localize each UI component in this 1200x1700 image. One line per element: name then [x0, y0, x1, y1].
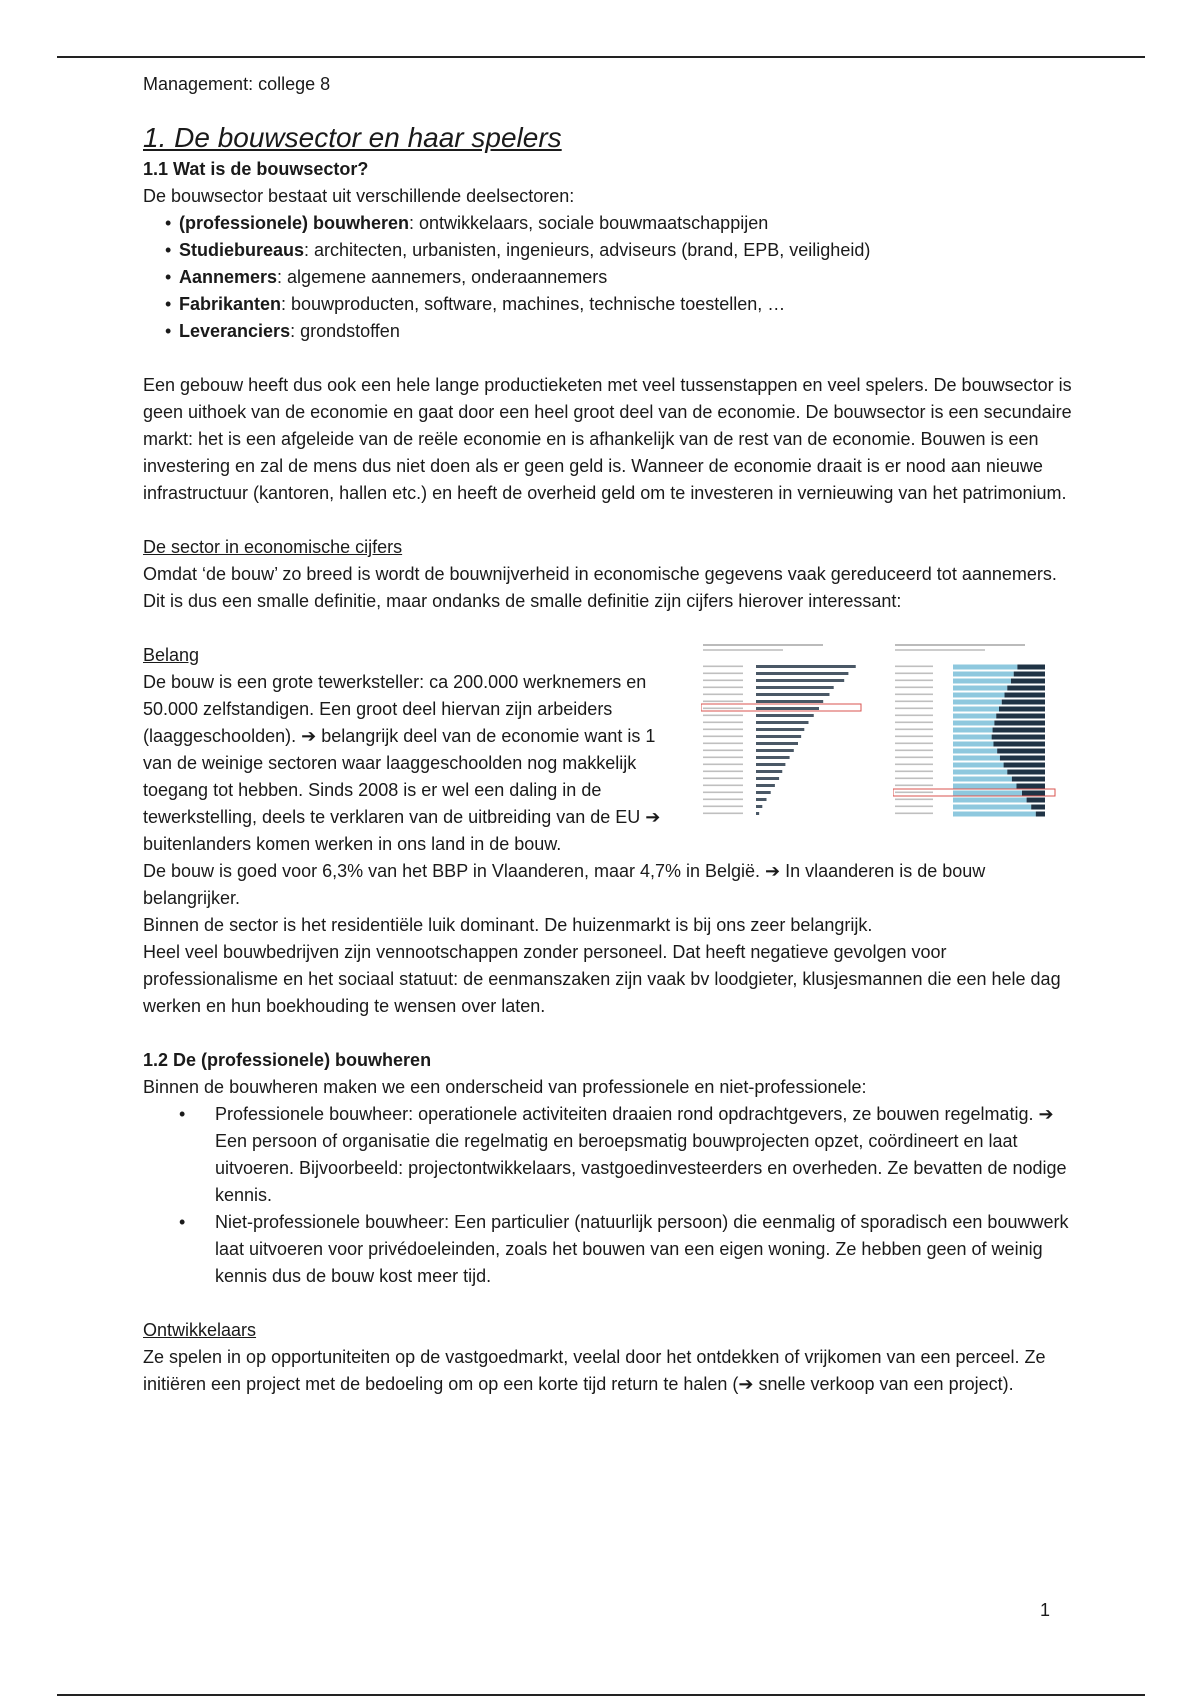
chart-bar	[756, 742, 798, 745]
chart-bar	[756, 707, 819, 710]
chart-bar-segment-dark	[1007, 770, 1045, 775]
chart-bar-segment-light	[953, 679, 1011, 684]
chart-bar	[756, 812, 759, 815]
chart-bar	[756, 798, 767, 801]
chart-row-label	[895, 680, 933, 682]
chart-row-label	[895, 743, 933, 745]
list-item: • Aannemers: algemene aannemers, onderaannemers	[165, 264, 1073, 291]
chart-bar	[756, 756, 790, 759]
chart-row-label	[703, 806, 743, 808]
chart-bar	[756, 686, 834, 689]
chart-row-label	[895, 687, 933, 689]
chart-bar	[756, 714, 814, 717]
section-intro: De bouwsector bestaat uit verschillende deelsectoren:	[143, 186, 575, 206]
chart-bar-segment-light	[953, 693, 1005, 698]
chart-bar-segment-dark	[1031, 805, 1045, 810]
chart-bar	[756, 791, 771, 794]
chart-row-label	[703, 694, 743, 696]
chart-bar-segment-dark	[1011, 679, 1045, 684]
employment-bar-chart-image	[701, 642, 873, 830]
chart-bar-segment-dark	[1022, 791, 1045, 796]
chart-row-label	[703, 799, 743, 801]
stacked-bar-chart-image	[893, 642, 1065, 830]
chart-bar-segment-light	[953, 686, 1007, 691]
developers-text: Ze spelen in op opportuniteiten op de vastgoedmarkt, veelal door het ontdekken of vrijkomen van een perceel. Ze initiëren een project met de bedoeling om op een korte tijd return te halen (➔ snelle verkoop van een project).	[143, 1347, 1046, 1394]
chart-bar-segment-light	[953, 784, 1016, 789]
chart-bar	[756, 784, 775, 787]
chart-row-label	[703, 764, 743, 766]
chart-bar-segment-dark	[999, 707, 1045, 712]
chart-bar-segment-dark	[1004, 763, 1045, 768]
list-item: • Fabrikanten: bouwproducten, software, machines, technische toestellen, …	[165, 291, 1073, 318]
chart-row-label	[703, 673, 743, 675]
page-number: 1	[1040, 1600, 1051, 1620]
chart-bar-segment-light	[953, 742, 993, 747]
list-item: • Studiebureaus: architecten, urbanisten, ingenieurs, adviseurs (brand, EPB, veiligheid)	[165, 237, 1073, 264]
chart-bar	[756, 721, 809, 724]
top-rule	[57, 56, 1145, 58]
chart-row-label	[703, 729, 743, 731]
chart-bar-segment-light	[953, 805, 1031, 810]
chart-row-label	[895, 666, 933, 668]
chart-row-label	[895, 785, 933, 787]
chart-row-label	[703, 792, 743, 794]
chart-row-label	[895, 792, 933, 794]
chart-bar	[756, 665, 856, 668]
chart-row-label	[895, 736, 933, 738]
chart-bar-segment-light	[953, 791, 1022, 796]
section-heading-1-2: 1.2 De (professionele) bouwheren	[143, 1050, 432, 1070]
chart-bar-segment-dark	[1017, 665, 1045, 670]
chart-row-label	[895, 799, 933, 801]
chart-bar	[756, 672, 848, 675]
section-intro: Binnen de bouwheren maken we een onderscheid van professionele en niet-professionele:	[143, 1077, 867, 1097]
list-item: • Professionele bouwheer: operationele activiteiten draaien rond opdrachtgevers, ze bouwen regelmatig. ➔ Een persoon of organisatie die regelmatig en beroepsmatig bouwprojecten opzet, coördineert en laat uitvoeren. Bijvoorbeeld: projectontwikkelaars, vastgoedinvesteerders en overheden. Ze bevatten de nodige kennis.	[215, 1101, 1073, 1209]
chart-row-label	[703, 680, 743, 682]
list-item: • Leveranciers: grondstoffen	[165, 318, 1073, 345]
chart-bar-segment-light	[953, 721, 994, 726]
chart-row-label	[895, 806, 933, 808]
chart-row-label	[703, 813, 743, 815]
belang-side-text: De bouw is een grote tewerksteller: ca 200.000 werknemers en 50.000 zelfstandigen. Een groot deel hiervan zijn arbeiders (laaggeschoolden). ➔ belangrijk deel van de economie want is 1 van de weinige sectoren waar laaggeschoolden nog makkelijk toegang tot hebben. Sinds 2008 is er wel een daling in de tewerkstelling, deels te verklaren van de uitbreiding van de EU ➔ buitenlanders komen werken in ons land in de bouw.	[143, 672, 661, 854]
chart-bar-segment-light	[953, 812, 1036, 817]
bottom-rule	[57, 1694, 1145, 1696]
chart-bar	[756, 763, 785, 766]
belang-heading: Belang	[143, 645, 200, 665]
chart-bar	[756, 777, 779, 780]
economic-figures-text: Omdat ‘de bouw’ zo breed is wordt de bouwnijverheid in economische gegevens vaak gereduceerd tot aannemers. Dit is dus een smalle definitie, maar ondanks de smalle definitie zijn cijfers hierover interessant:	[143, 564, 1057, 611]
chart-bar-segment-dark	[992, 735, 1045, 740]
section-heading-1-1: 1.1 Wat is de bouwsector?	[143, 159, 369, 179]
chart-bar	[756, 805, 762, 808]
chart-row-label	[895, 701, 933, 703]
gdp-paragraph: De bouw is goed voor 6,3% van het BBP in Vlaanderen, maar 4,7% in België. ➔ In vlaanderen is de bouw belangrijker.	[143, 861, 986, 908]
chart-row-label	[895, 813, 933, 815]
chart-row-label	[703, 771, 743, 773]
document-page	[143, 71, 1073, 1398]
chart-bar-segment-light	[953, 672, 1014, 677]
document-header: Management: college 8	[143, 74, 331, 94]
chart-row-label	[895, 673, 933, 675]
economic-figures-heading: De sector in economische cijfers	[143, 537, 403, 557]
chart-bar-segment-light	[953, 777, 1012, 782]
chart-bar	[756, 728, 804, 731]
chart-bar-segment-dark	[1000, 756, 1045, 761]
chart-bar-segment-dark	[994, 721, 1045, 726]
chart-row-label	[703, 722, 743, 724]
chart-bar-segment-dark	[997, 749, 1045, 754]
chart-bar-segment-dark	[1007, 686, 1045, 691]
chart-bar	[756, 749, 794, 752]
chart-bar	[756, 693, 830, 696]
chapter-title: 1. De bouwsector en haar spelers	[143, 122, 562, 153]
chart-row-label	[895, 750, 933, 752]
chart-row-label	[895, 757, 933, 759]
chart-row-label	[703, 701, 743, 703]
chart-bar-segment-light	[953, 707, 999, 712]
chart-bar-segment-light	[953, 770, 1007, 775]
chart-bar-segment-dark	[1002, 700, 1045, 705]
chart-row-label	[895, 722, 933, 724]
chart-row-label	[703, 757, 743, 759]
chart-row-label	[703, 736, 743, 738]
developers-heading: Ontwikkelaars	[143, 1320, 257, 1340]
chart-bar-segment-dark	[996, 714, 1045, 719]
chart-bar-segment-light	[953, 798, 1027, 803]
chart-bar	[756, 770, 782, 773]
chart-row-label	[703, 687, 743, 689]
companies-paragraph: Heel veel bouwbedrijven zijn vennootschappen zonder personeel. Dat heeft negatieve gevolgen voor professionalisme en het sociaal statuut: de eenmanszaken zijn vaak bv loodgieter, klusjesmannen die een hele dag werken en hun boekhouding te wensen over laten.	[143, 942, 1061, 1016]
chart-bar-segment-dark	[993, 728, 1045, 733]
client-type-list	[143, 1101, 1073, 1290]
chart-row-label	[895, 715, 933, 717]
list-item: • Niet-professionele bouwheer: Een particulier (natuurlijk persoon) die eenmalig of sporadisch een bouwwerk laat uitvoeren voor privédoeleinden, zoals het bouwen van een eigen woning. Ze hebben geen of weinig kennis dus de bouw kost meer tijd.	[215, 1209, 1073, 1290]
chart-bar	[756, 679, 844, 682]
chart-row-label	[703, 778, 743, 780]
belang-block	[143, 642, 1073, 858]
chart-row-label	[895, 729, 933, 731]
chart-bar-segment-light	[953, 700, 1002, 705]
chart-bar-segment-dark	[1012, 777, 1045, 782]
chart-row-label	[703, 785, 743, 787]
chart-bar-segment-dark	[1014, 672, 1045, 677]
chart-bar-segment-light	[953, 728, 993, 733]
chart-row-label	[895, 694, 933, 696]
chart-bar-segment-light	[953, 763, 1004, 768]
chart-bar-segment-dark	[1016, 784, 1045, 789]
chart-bar-segment-dark	[1036, 812, 1045, 817]
chart-bar-segment-light	[953, 749, 997, 754]
chart-bar-segment-dark	[1027, 798, 1045, 803]
chart-bar	[756, 700, 823, 703]
chart-row-label	[895, 764, 933, 766]
chart-row-label	[703, 743, 743, 745]
chart-bar-segment-light	[953, 735, 992, 740]
residential-paragraph: Binnen de sector is het residentiële luik dominant. De huizenmarkt is bij ons zeer belangrijk.	[143, 915, 873, 935]
chart-row-label	[895, 778, 933, 780]
production-chain-paragraph: Een gebouw heeft dus ook een hele lange productieketen met veel tussenstappen en veel spelers. De bouwsector is geen uithoek van de economie en gaat door een heel groot deel van de economie. De bouwsector is een secundaire markt: het is een afgeleide van de reële economie en is afhankelijk van de rest van de economie. Bouwen is een investering en zal de mens dus niet doen als er geen geld is. Wanneer de economie draait is er nood aan nieuwe infrastructuur (kantoren, hallen etc.) en heeft de overheid geld om te investeren in vernieuwing van het patrimonium.	[143, 375, 1072, 503]
chart-bar	[756, 735, 801, 738]
chart-row-label	[895, 771, 933, 773]
chart-bar-segment-dark	[1005, 693, 1045, 698]
subsector-list	[143, 210, 1073, 345]
chart-row-label	[703, 666, 743, 668]
chart-row-label	[703, 715, 743, 717]
chart-row-label	[703, 750, 743, 752]
chart-bar-segment-light	[953, 665, 1017, 670]
chart-row-label	[703, 708, 743, 710]
chart-bar-segment-light	[953, 714, 996, 719]
list-item: • (professionele) bouwheren: ontwikkelaars, sociale bouwmaatschappijen	[165, 210, 1073, 237]
chart-bar-segment-dark	[993, 742, 1045, 747]
chart-bar-segment-light	[953, 756, 1000, 761]
chart-row-label	[895, 708, 933, 710]
